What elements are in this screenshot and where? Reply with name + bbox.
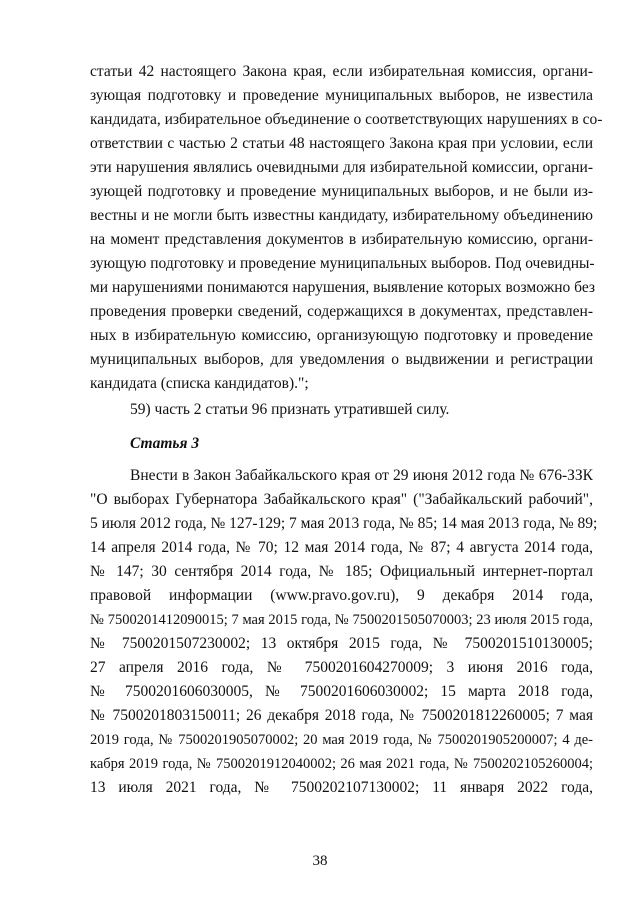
text-line: на момент представления документов в избирательную комиссию, органи- [90,231,593,248]
text-line: 2019 года, № 7500201905070002; 20 мая 2019 года, № 7500201905200007; 4 де- [90,732,593,748]
text-line: № 7500201606030005, № 7500201606030002; 15 марта 2018 года, [90,683,593,700]
text-line: вестны и не могли быть известны кандидату, избирательному объединению [90,207,593,224]
list-item-59: 59) часть 2 статьи 96 признать утратившей силу. [130,401,450,418]
text-line: проведения проверки сведений, содержащихся в документах, представлен- [90,303,593,320]
text-line: статьи 42 настоящего Закона края, если избирательная комиссия, органи- [90,63,593,80]
page-number: 38 [312,853,328,869]
text-line: ми нарушениями понимаются нарушения, выявление которых возможно без [90,279,596,296]
text-line: муниципальных выборов, для уведомления о выдвижении и регистрации [90,351,593,368]
text-line: № 7500201412090015; 7 мая 2015 года, № 7500201505070003; 23 июля 2015 года, [90,612,593,628]
text-line: 14 апреля 2014 года, № 70; 12 мая 2014 года, № 87; 4 августа 2014 года, [90,539,593,556]
text-line: Внести в Закон Забайкальского края от 29 июня 2012 года № 676-ЗЗК [130,467,593,484]
text-line: ответствии с частью 2 статьи 48 настоящего Закона края при условии, если [90,135,593,152]
text-line: зующей подготовку и проведение муниципальных выборов, и не были из- [90,183,593,200]
article-heading: Статья 3 [130,435,200,452]
text-line: эти нарушения являлись очевидными для избирательной комиссии, органи- [90,159,593,176]
text-line: № 7500201507230002; 13 октября 2015 года, № 7500201510130005; [90,635,593,652]
text-line: 27 апреля 2016 года, № 7500201604270009; 3 июня 2016 года, [90,659,593,676]
text-line: кандидата (списка кандидатов)."; [90,375,309,392]
text-line: 5 июля 2012 года, № 127-129; 7 мая 2013 года, № 85; 14 мая 2013 года, № 89; [90,515,598,532]
text-line: № 147; 30 сентября 2014 года, № 185; Официальный интернет-портал [90,563,593,580]
text-line: зующую подготовку и проведение муниципальных выборов. Под очевидны- [90,255,595,272]
text-line: правовой информации (www.pravo.gov.ru), 9 декабря 2014 года, [90,587,593,604]
text-line: кабря 2019 года, № 7500201912040002; 26 мая 2021 года, № 7500202105260004; [90,756,593,772]
text-line: 13 июля 2021 года, № 7500202107130002; 11 января 2022 года, [90,779,593,796]
text-line: ных в избирательную комиссию, организующую подготовку и проведение [90,327,593,344]
text-line: зующая подготовку и проведение муниципальных выборов, не известила [90,87,593,104]
text-line: "О выборах Губернатора Забайкальского края" ("Забайкальский рабочий", [90,491,593,508]
text-line: № 7500201803150011; 26 декабря 2018 года, № 7500201812260005; 7 мая [90,707,593,724]
text-line: кандидата, избирательное объединение о соответствующих нарушениях в со- [90,111,603,128]
